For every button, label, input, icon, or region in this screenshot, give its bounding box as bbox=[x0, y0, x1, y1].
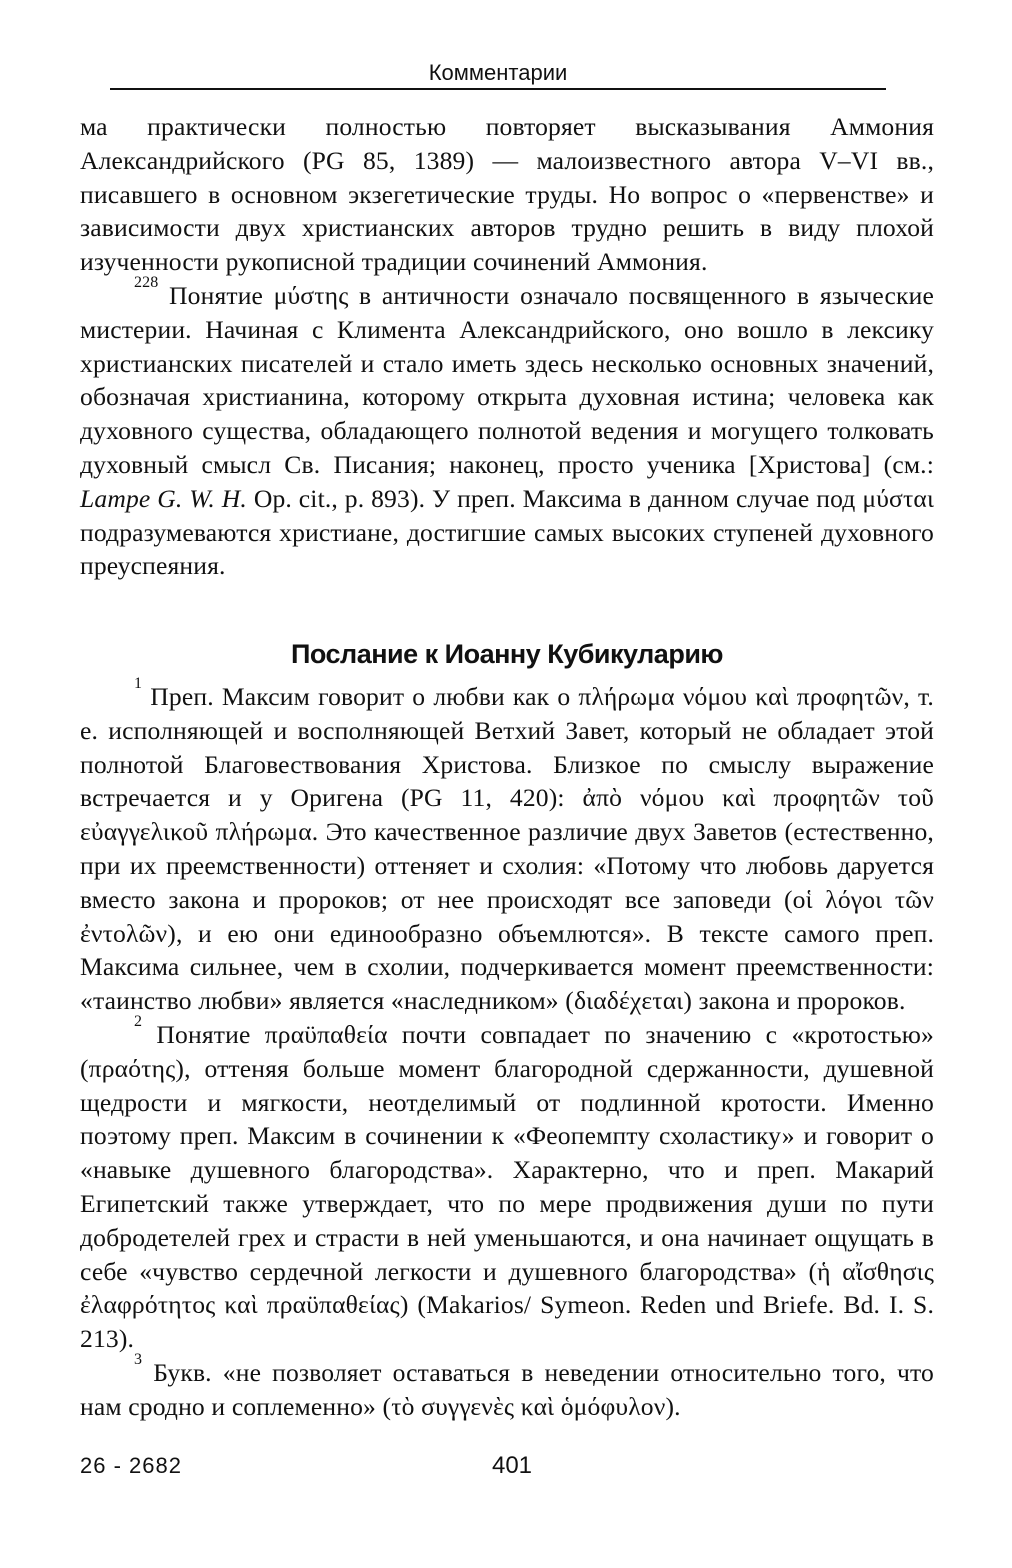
note-3 bbox=[80, 1350, 934, 1424]
printer-signature: 26 - 2682 bbox=[80, 1453, 182, 1478]
note-2 bbox=[80, 1012, 934, 1356]
note-1-text: Преп. Максим говорит о любви как о πλήρωμα νόμου καὶ προφητῶν, т. е. исполняющей и восполняющей Ветхий Завет, который не обладает этой полнотой Благовествования Христова. Близкое по смыслу выражение встречается и у Оригена (PG 11, 420): ἀπὸ νόμου καὶ προφητῶν τοῦ εὐαγγελικοῦ πλήρωμα. Это качественное различие двух Заветов (естественно, при их преемственности) оттеняет и схолия: «Потому что любовь даруется вместо закона и пророков; от нее происходят все заповеди (οἱ λόγοι τῶν ἐντολῶν), и ею они единообразно объемлются». В тексте самого преп. Максима сильнее, чем в схолии, подчеркивается момент преемственности: «таинство любви» является «наследником» (διαδέχεται) закона и пророков. bbox=[80, 682, 934, 1016]
continuation-paragraph: ма практически полностью повторяет высказывания Аммония Александрийского (PG 85, 1389) — малоизвестного автора V–VI вв., писавшего в основном экзегетические труды. Но вопрос о «первенстве» и зависимости двух христианских авторов трудно решить в виду плохой изученности рукописной традиции сочинений Аммония. bbox=[80, 112, 934, 277]
running-head: Комментарии bbox=[110, 58, 886, 90]
note-228 bbox=[80, 273, 934, 583]
section-title: Послание к Иоанну Кубикуларию bbox=[291, 639, 723, 669]
notes-block bbox=[80, 675, 934, 1424]
page-number: 401 bbox=[491, 1452, 533, 1479]
note-3-number: 3 bbox=[134, 1350, 143, 1368]
top-commentary-block bbox=[80, 110, 934, 583]
note-2-text: Понятие πραϋπαθεία почти совпадает по значению с «кротостью» (πραότης), оттеняя больше момент благородной сдержанности, душевной щедрости и мягкости, неотделимый от подлинной кротости. Именно поэтому преп. Максим в сочинении к «Феопемпту схоластику» и говорит о «навыке душевного благородства». Характерно, что и преп. Макарий Египетский также утверждает, что по мере продвижения души по пути добродетелей грех и страсти в ней уменьшаются, и она начинает ощущать в себе «чувство сердечной легкости и душевного благородства» (ἡ αἴσθησις ἐλαφρότητος καὶ πραϋπαθείας) (Makarios/ Symeon. Reden und Briefe. Bd. I. S. 213). bbox=[80, 1019, 934, 1354]
note-3-text: Букв. «не позволяет оставаться в неведении относительно того, что нам сродно и соплеменно» (τὸ συγγενὲς καὶ ὁμόφυλον). bbox=[80, 1357, 934, 1421]
note-228-text-b: Op. cit., p. 893). У преп. Максима в данном случае под μύσται подразумеваются христиане, достигшие самых высоких ступеней духовного преуспеяния. bbox=[80, 483, 934, 581]
note-1-number: 1 bbox=[134, 675, 143, 692]
note-2-number: 2 bbox=[134, 1012, 143, 1030]
note-228-number: 228 bbox=[134, 273, 159, 291]
note-228-citation: Lampe G. W. H. bbox=[80, 483, 247, 513]
note-1 bbox=[80, 675, 934, 1018]
note-228-text-a: Понятие μύστης в античности означало посвященного в языческие мистерии. Начиная с Климента Александрийского, оно вошло в лексику христианских писателей и стало иметь здесь несколько основных значений, обозначая христианина, которому открыта духовная истина; человека как духовного существа, обладающего полнотой ведения и могущего толковать духовный смысл Св. Писания; наконец, просто ученика [Христова] (см.: bbox=[80, 280, 934, 479]
